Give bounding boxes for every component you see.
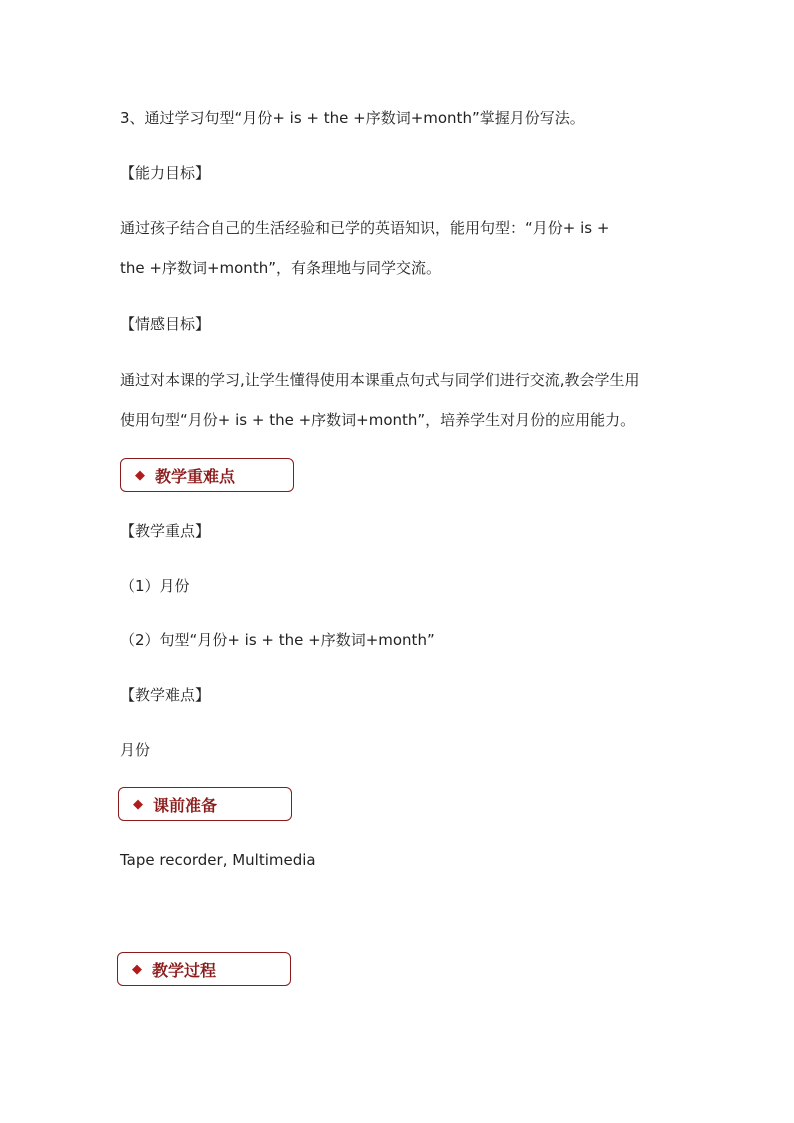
diamond-bullet-icon: ◆ (135, 467, 145, 483)
objective-3-text: 3、通过学习句型“月份+ is + the +序数词+month”掌握月份写法。 (120, 109, 585, 127)
diamond-bullet-icon: ◆ (132, 961, 142, 977)
ability-goal-text-line-2: the +序数词+month”，有条理地与同学交流。 (120, 259, 441, 277)
section-heading-preparation (118, 787, 292, 821)
key-point-2: （2）句型“月份+ is + the +序数词+month” (120, 631, 435, 649)
ability-goal-label: 【能力目标】 (120, 164, 211, 182)
emotion-goal-text-line-1: 通过对本课的学习,让学生懂得使用本课重点句式与同学们进行交流,教会学生用 (120, 371, 640, 389)
preparation-text: Tape recorder, Multimedia (120, 851, 316, 869)
emotion-goal-text-line-2: 使用句型“月份+ is + the +序数词+month”，培养学生对月份的应用能力。 (120, 411, 636, 429)
difficult-point-1: 月份 (120, 741, 151, 759)
section-heading-label: 教学重难点 (155, 466, 236, 486)
section-heading-label: 课前准备 (153, 795, 218, 815)
key-points-label: 【教学重点】 (120, 522, 211, 540)
key-point-1: （1）月份 (120, 577, 190, 595)
section-heading-label: 教学过程 (152, 960, 217, 980)
diamond-bullet-icon: ◆ (133, 796, 143, 812)
ability-goal-text-line-1: 通过孩子结合自己的生活经验和已学的英语知识，能用句型：“月份+ is + (120, 219, 610, 237)
emotion-goal-label: 【情感目标】 (120, 315, 211, 333)
difficult-points-label: 【教学难点】 (120, 686, 211, 704)
section-heading-teaching-process (117, 952, 291, 986)
section-heading-key-points (120, 458, 294, 492)
